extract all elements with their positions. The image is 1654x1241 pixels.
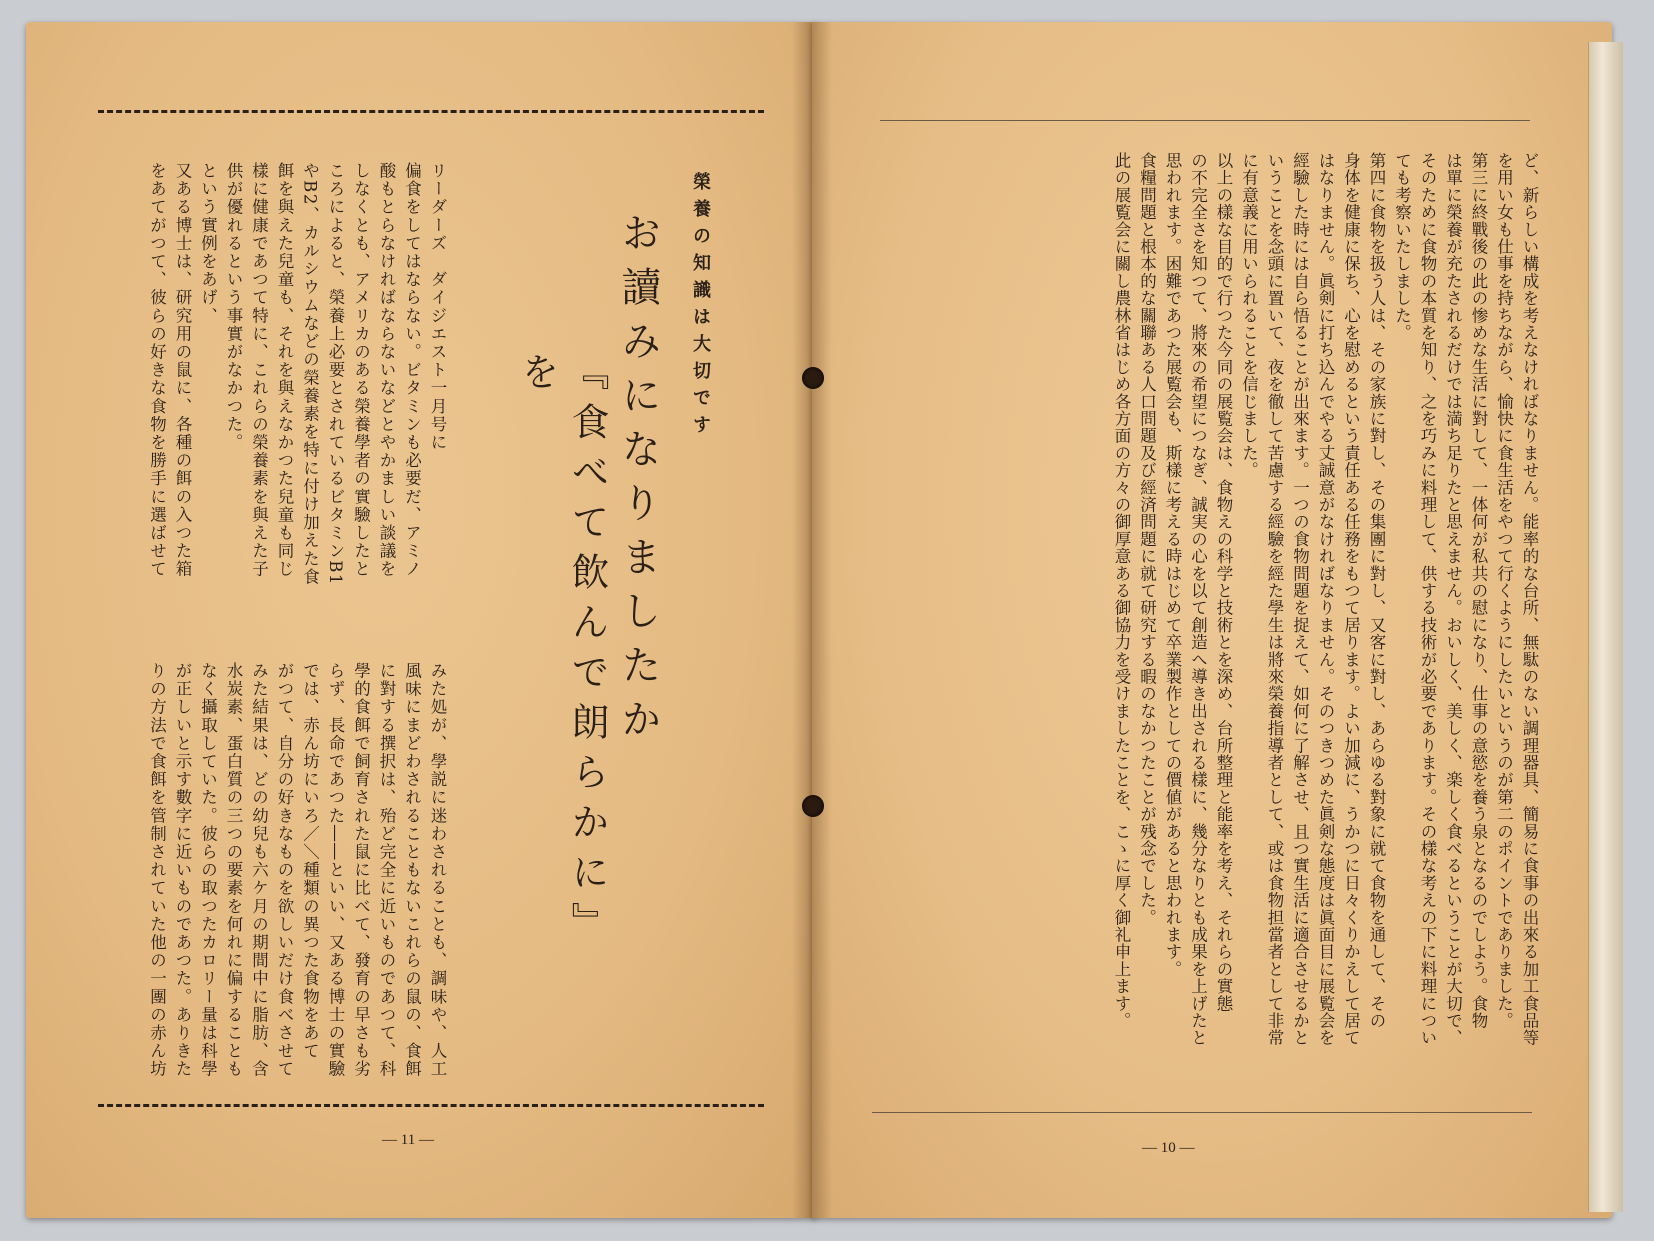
- right-bottom-rule: [872, 1112, 1532, 1113]
- right-body-text: ど、新らしい構成を考えなければなりません。能率的な台所、無駄のない調理器具、簡易に食事の出來る加工食品等 を用い女も仕事を持ちながら、愉快に食生活をやつて行くようにしたいというのが第二のポイントでありました。 第三に終戰後の此の惨めな生活に對して、一体何が私共の慰になり、仕事の意慾を養う泉となるのでしよう。食物 は單に榮養が充たされるだけでは満ち足りたと思えません。おいしく、美しく、楽しく食べるということが大切で、 そのために食物の本質を知り、之を巧みに料理して、供する技術が必要であります。その樣な考えの下に料理につい ても考察いたしました。 第四に食物を扱う人は、その家族に對し、その集團に對し、又客に對し、あらゆる對象に就て食物を通して、その 身体を健康に保ち、心を慰めるという責任ある任務をもつて居ります。よい加減に、うかつに日々くりかえして居て はなりません。眞剣に打ち込んでやる丈誠意がなければなりません。そのつきつめた眞剣な態度は眞面目に展覧会を 經驗した時には自ら悟ることが出來ます。一つの食物問題を捉えて、如何に了解させ、且つ實生活に適合させるかと いうことを念頭に置いて、夜を徹して苦慮する經驗を經た學生は將來榮養指導者として、或は食物担當者として非常 に有意義に用いられることを信じました。 以上の樣な目的で行つた今同の展覧会は、食物えの科学と技術とを深め、台所整理と能率を考え、それらの實態 の不完全さを知つて、將來の希望につなぎ、誠実の心を以て創造へ導き出される樣に、幾分なりとも成果を上げたと 思われます。困難であつた展覧会も、斯樣に考える時はじめて卒業製作としての價値があると思われます。 食糧問題と根本的な關聯ある人口問題及び經済問題に就て研究する暇のなかつたことが残念でした。 此の展覧会に關し農林省はじめ各方面の方々の御厚意ある御協力を受けましたことを、こゝに厚く御礼申上ます。: [1112, 152, 1539, 1047]
- binding-gutter: [792, 22, 832, 1218]
- left-top-rule: [98, 110, 764, 113]
- left-lower-text: みた処が、學説に迷わされることも、調味や、人工 風味にまどわされることもないこれらの鼠の、食餌 に對する撰択は、殆ど完全に近いものであつて、科 學的食餌で飼育された鼠に比べて、發育の早さも劣 らず、長命であつた――といい、又ある博士の實驗 では、赤ん坊にいろ／＼種類の異つた食物をあて がつて、自分の好きなものを欲しいだけ食べさせて みた結果は、どの幼兒も六ケ月の期間中に脂肪、含 水炭素、蛋白質の三つの要素を何れに偏することも なく攝取していた。彼らの取つたカロリー量は科學 が正しいと示す數字に近いものであつた。ありきた りの方法で食餌を管制されていた他の一團の赤ん坊: [147, 662, 447, 1079]
- article-subtitle: 榮養の知識は大切です: [690, 172, 711, 442]
- article-title-secondary: 『食べて飲んで朗らかに』を: [515, 352, 609, 952]
- left-upper-text: リーダーズ ダイジエスト一月号に 偏食をしてはならない。ビタミンも必要だ、アミノ 酸もとらなければならないなどとやかましい談議を しなくとも、アメリカのある榮養學者の實驗したと ころによると、榮養上必要とされているビタミンB1 やB2、カルシウムなどの榮養素を特に付け加えた食 餌を與えた兒童も、それを與えなかつた兒童も同じ 樣に健康であつて特に、これらの榮養素を與えた子 供が優れるという事實がなかつた。 という實例をあげ、 又ある博士は、研究用の鼠に、各種の餌の入つた箱 をあてがつて、彼らの好きな食物を勝手に選ばせて: [147, 162, 447, 587]
- page-edge: [1588, 42, 1623, 1212]
- binding-hole-top: [802, 367, 824, 389]
- booklet-spread: [22, 22, 1634, 1218]
- right-top-rule: [880, 120, 1530, 121]
- binding-hole-bottom: [802, 795, 824, 817]
- article-title: お讀みになりましたか: [615, 212, 661, 752]
- left-bottom-rule: [98, 1104, 764, 1107]
- page-number-right: — 10 —: [1142, 1140, 1195, 1156]
- page-number-left: — 11 —: [382, 1132, 434, 1148]
